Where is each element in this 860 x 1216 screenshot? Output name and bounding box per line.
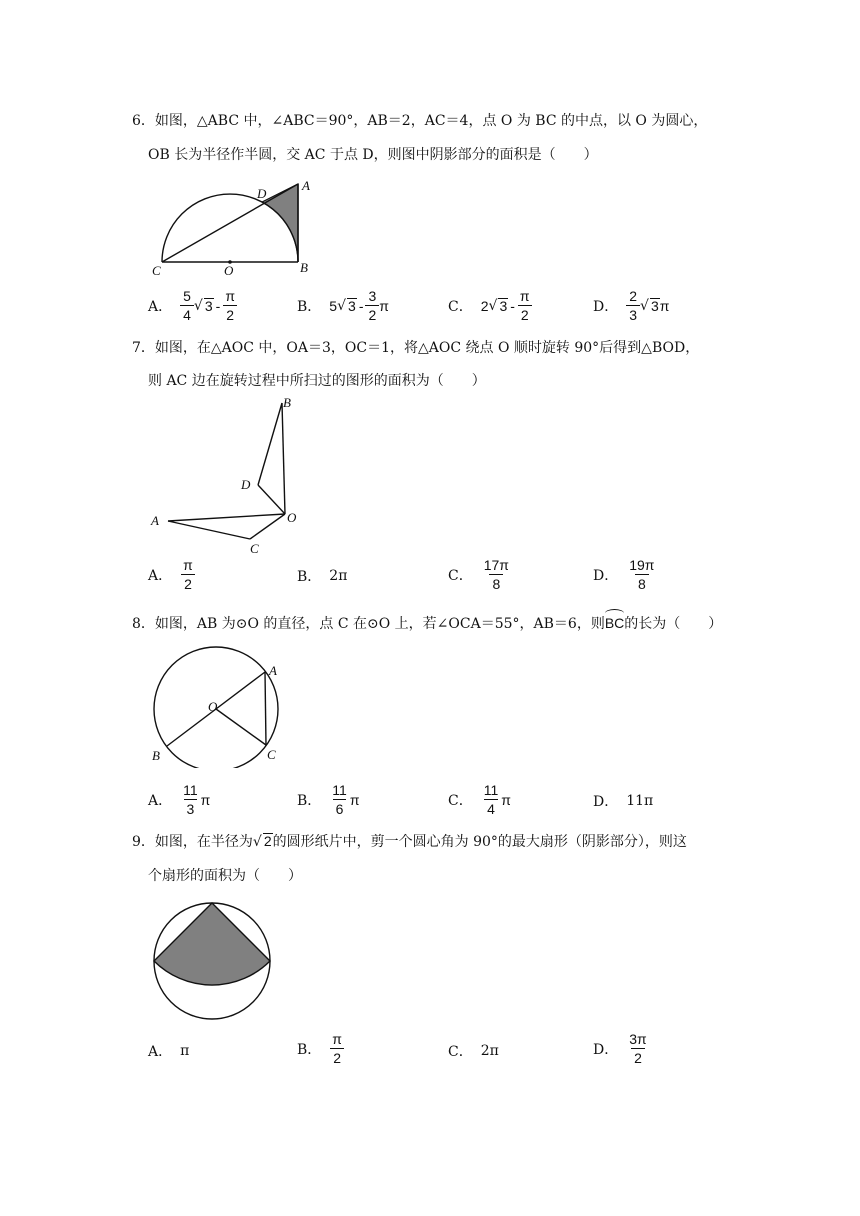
q8-label-o: O — [208, 699, 218, 714]
q9-option-b-frac: $\frac{\pi}{2}$ — [329, 1031, 345, 1066]
q8-label-a: A — [269, 663, 277, 678]
q8-option-d-value: 11π — [626, 793, 654, 809]
q6-option-a-radicand: 3 — [204, 297, 213, 314]
q6-shaded-region — [262, 184, 298, 262]
q7-segment-bd — [258, 403, 282, 485]
q6-option-b-radicand: 3 — [348, 297, 356, 314]
q6-option-d-pi: π — [659, 297, 670, 314]
q8-option-b-letter: B． — [297, 792, 322, 809]
q7-option-d-letter: D． — [593, 567, 619, 584]
q7-segment-ac — [168, 521, 250, 539]
q7-option-d-frac: $\frac{19\pi}{8}$ — [629, 557, 655, 592]
q7-text-line2: 则 AC 边在旋转过程中所扫过的图形的面积为（ ） — [148, 373, 486, 389]
q6-label-o: O — [224, 263, 234, 278]
q7-option-b-letter: B． — [297, 569, 322, 585]
q7-option-c[interactable] — [448, 557, 512, 592]
q6-option-a-letter: A． — [148, 298, 173, 315]
q9-option-a-value: π — [180, 1043, 190, 1059]
q6-figure — [150, 178, 320, 278]
q7-option-a-letter: A． — [148, 567, 173, 584]
q7-figure — [145, 393, 315, 558]
q6-option-b-pi: π — [379, 297, 389, 314]
q7-option-b[interactable] — [297, 566, 347, 586]
q9-option-d-letter: D． — [593, 1041, 619, 1058]
q7-segment-od — [258, 485, 285, 514]
q9-option-b[interactable] — [297, 1031, 345, 1066]
q6-option-a-minus: - — [215, 297, 221, 314]
q6-label-c: C — [152, 263, 161, 278]
q8-option-c-pi: π — [501, 791, 511, 808]
q9-text-line2: 个扇形的面积为（ ） — [148, 868, 302, 884]
q8-segment-ac — [265, 672, 266, 745]
q7-segment-ob — [282, 403, 285, 514]
q6-label-d: D — [257, 186, 267, 201]
q9-option-c-value: 2π — [480, 1043, 499, 1059]
q7-text-line1: 7．如图，在△AOC 中，OA＝3，OC＝1，将△AOC 绕点 O 顺时旋转 90°后得到△BOD， — [132, 340, 700, 356]
q6-option-c-frac: $\frac{\pi}{2}$ — [517, 288, 533, 323]
q8-option-a[interactable] — [148, 782, 210, 817]
q6-option-a-frac2: $\frac{\pi}{2}$ — [222, 288, 238, 323]
q8-option-d[interactable] — [593, 791, 653, 811]
q6-option-c-radicand: 3 — [499, 297, 508, 314]
q6-option-b-minus: - — [358, 297, 364, 314]
q9-option-b-letter: B． — [297, 1041, 322, 1058]
q7-option-a-frac: $\frac{\pi}{2}$ — [180, 557, 196, 592]
q6-option-b-coef: 5 — [329, 297, 338, 314]
q6-label-a: A — [302, 178, 310, 193]
q6-option-b-frac: $\frac{3}{2}$ — [365, 288, 379, 323]
q8-option-c[interactable] — [448, 782, 511, 817]
q6-text-line2: OB 长为半径作半圆，交 AC 于点 D，则图中阴影部分的面积是（ ） — [148, 147, 598, 163]
q8-option-a-pi: π — [200, 791, 211, 808]
q8-text-part1: 8．如图，AB 为⊙O 的直径，点 C 在⊙O 上，若∠OCA＝55°，AB＝6，则 — [132, 616, 605, 632]
q6-text-line1: 6．如图，△ABC 中，∠ABC＝90°，AB＝2，AC＝4，点 O 为 BC 的中点，以 O 为圆心， — [132, 113, 708, 129]
q7-label-o: O — [287, 510, 297, 525]
q9-text-line1 — [132, 833, 687, 851]
q8-option-b[interactable] — [297, 782, 360, 817]
q6-option-c-coef: 2 — [480, 297, 489, 314]
q9-option-a-letter: A． — [148, 1044, 173, 1060]
q6-option-b[interactable] — [297, 288, 389, 323]
q9-option-d[interactable] — [593, 1031, 650, 1066]
q6-option-b-letter: B． — [297, 298, 322, 315]
q9-option-d-frac: $\frac{3\pi}{2}$ — [629, 1031, 647, 1066]
q8-option-c-letter: C． — [448, 792, 473, 809]
q8-figure — [148, 643, 298, 768]
q9-text-part1: 9．如图，在半径为 — [132, 834, 253, 850]
q7-segment-oc — [250, 514, 285, 539]
q7-option-d[interactable] — [593, 557, 657, 592]
q6-option-d-frac: $\frac{2}{3}$ — [626, 288, 640, 323]
q7-option-a[interactable] — [148, 557, 196, 592]
q8-text-line1 — [132, 614, 722, 633]
q8-option-b-pi: π — [349, 791, 360, 808]
q9-text-part2: 的圆形纸片中，剪一个圆心角为 90°的最大扇形（阴影部分），则这 — [272, 834, 687, 850]
q6-option-c-letter: C． — [448, 298, 473, 315]
radical-icon: √ — [193, 297, 203, 314]
q8-segment-oc — [216, 709, 266, 745]
q9-option-a[interactable] — [148, 1041, 189, 1061]
q8-option-a-frac: $\frac{11}{3}$ — [183, 782, 198, 817]
q6-option-d-letter: D． — [593, 298, 619, 315]
q7-label-a: A — [151, 513, 159, 528]
q7-option-b-value: 2π — [329, 568, 348, 584]
q9-option-c[interactable] — [448, 1041, 499, 1061]
q7-segment-oa — [168, 514, 285, 521]
q8-text-part2: 的长为（ ） — [624, 616, 723, 632]
radical-icon: √ — [252, 834, 262, 850]
q6-option-c-minus: - — [510, 297, 515, 314]
q8-label-c: C — [267, 747, 276, 762]
radical-icon: √ — [488, 297, 498, 314]
q9-figure — [148, 898, 278, 1023]
q6-segment-ca — [162, 184, 298, 262]
radical-icon: √ — [640, 297, 649, 314]
q8-option-b-frac: $\frac{11}{6}$ — [332, 782, 347, 817]
q6-label-b: B — [300, 260, 308, 275]
q8-option-a-letter: A． — [148, 792, 173, 809]
q7-label-c: C — [250, 541, 259, 556]
q8-label-b: B — [152, 748, 160, 763]
q7-label-b: B — [283, 395, 291, 410]
q6-option-d-radicand: 3 — [650, 297, 659, 314]
q7-label-d: D — [241, 477, 251, 492]
q9-radicand: 2 — [263, 833, 272, 849]
q7-option-c-frac: $\frac{17\pi}{8}$ — [483, 557, 509, 592]
q9-shaded-sector — [154, 903, 270, 985]
q6-option-a[interactable] — [148, 288, 238, 323]
q6-option-d[interactable] — [593, 288, 669, 323]
q9-option-c-letter: C． — [448, 1044, 473, 1060]
q8-option-c-frac: $\frac{11}{4}$ — [483, 782, 499, 817]
q6-option-a-frac1: $\frac{5}{4}$ — [180, 288, 194, 323]
q8-option-d-letter: D． — [593, 794, 619, 810]
radical-icon: √ — [337, 297, 347, 314]
q7-option-c-letter: C． — [448, 567, 473, 584]
q8-arc-bc: BC — [604, 615, 625, 631]
q6-option-c[interactable] — [448, 288, 533, 323]
